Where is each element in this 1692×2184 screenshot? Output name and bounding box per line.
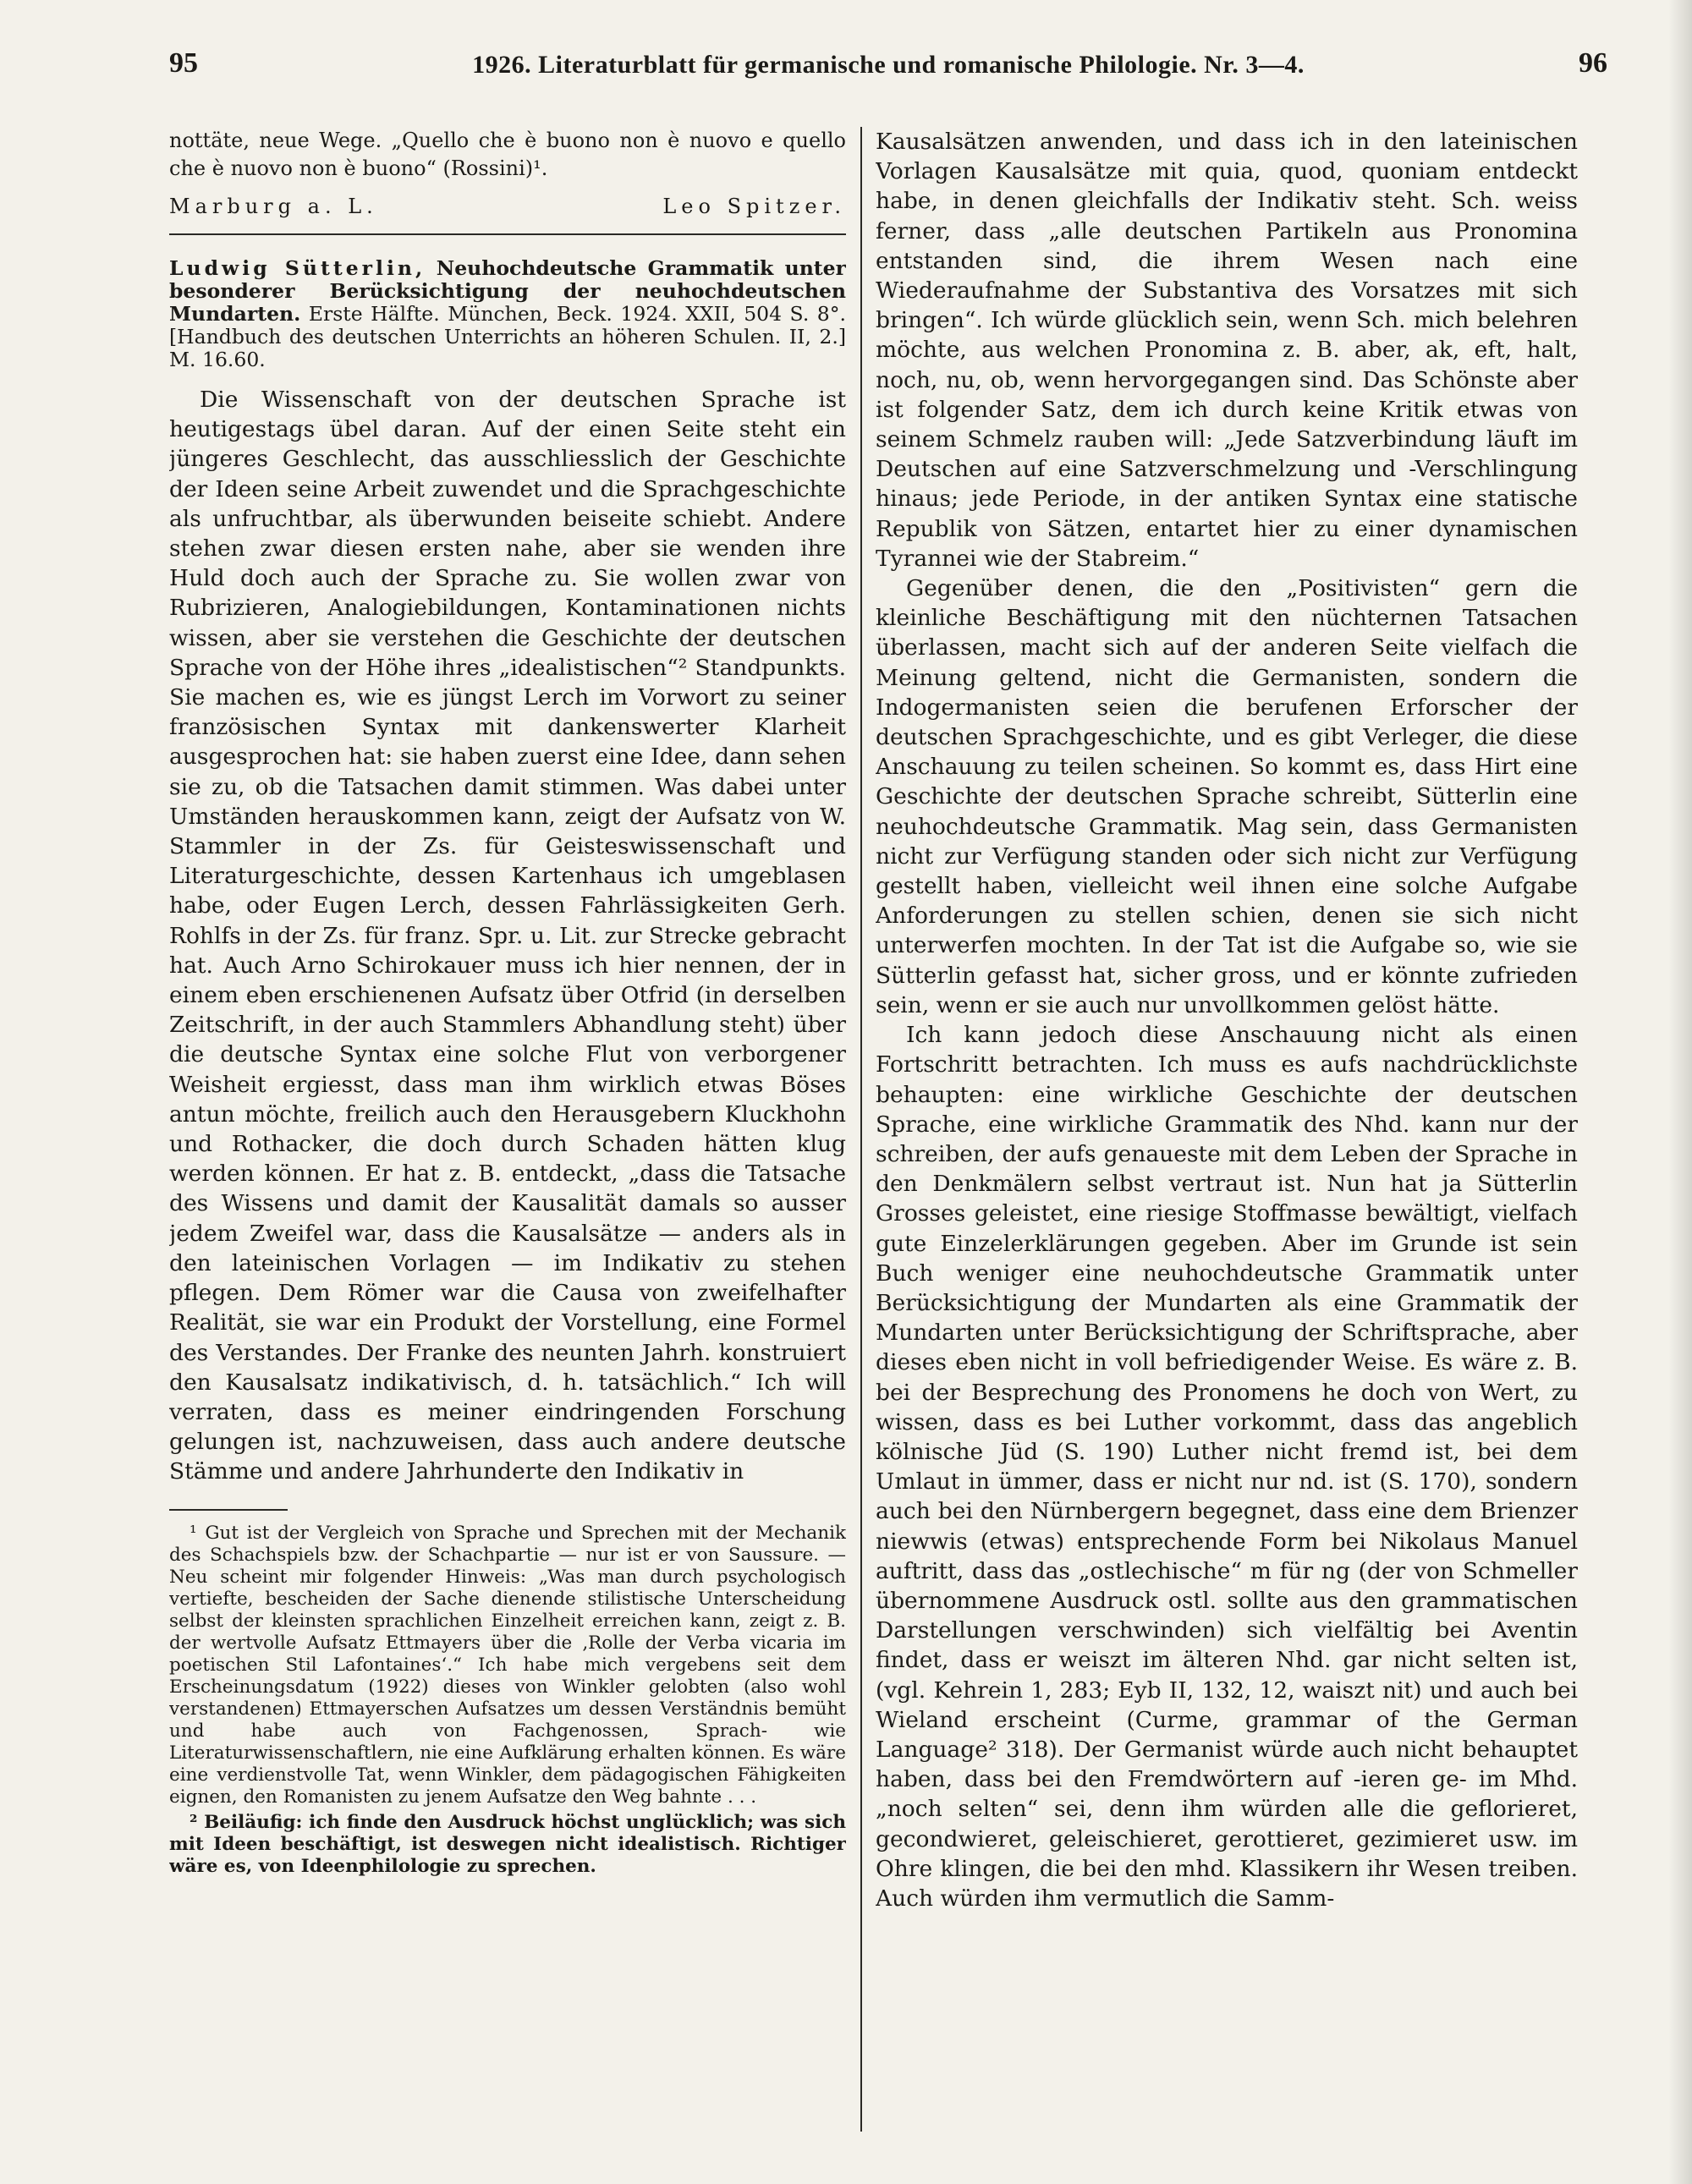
signature-name: Leo Spitzer. [662, 195, 846, 218]
right-body [876, 127, 1578, 1913]
paragraph: Kausalsätzen anwenden, und dass ich in den lateinischen Vorlagen Kausalsätze mit quia, quod, quoniam entdeckt habe, in denen gleichfalls der Indikativ steht. Sch. weiss ferner, dass „alle deutschen Partikeln aus Pronomina entstanden sind, die ihrem Wesen nach eine Wiederaufnahme der Substantiva des Vorsatzes mit sich bringen“. Ich würde glücklich sein, wenn Sch. mich belehren möchte, aus welchen Pronomina z. B. aber, ak, eft, halt, noch, nu, ob, wenn hervorgegangen sind. Das Schönste aber ist folgender Satz, dem ich durch keine Kritik etwas von seinem Schmelz rauben will: „Jede Satzverbindung läuft im Deutschen auf eine Satzverschmelzung und -Verschlingung hinaus; jede Periode, in der antiken Syntax eine statische Republik von Sätzen, entartet hier zu einer dynamischen Tyrannei wie der Stabreim.“ [876, 129, 1578, 572]
footnotes [169, 1523, 846, 1878]
signature-place: Marburg a. L. [169, 195, 378, 218]
footnote-1: ¹ Gut ist der Vergleich von Sprache und Sprechen mit der Mechanik des Schachspiels bzw. der Schachpartie — nur ist er von Saussure. — Neu scheint mir folgender Hinweis: „Was man durch psychologisch vertiefte, bescheiden der Sache dienende stilistische Unterscheidung selbst der kleinsten sprachlichen Einzelheit erreichen kann, zeigt z. B. der wertvolle Aufsatz Ettmayers über die ‚Rolle der Verba vicaria im poetischen Stil Lafontaines‘.“ Ich habe mich vergebens seit dem Erscheinungsdatum (1922) dieses von Winkler gelobten (also wohl verstandenen) Ettmayerschen Aufsatzes um dessen Verständnis bemüht und habe auch von Fachgenossen, Sprach- wie Literaturwissenschaftlern, nie eine Aufklärung erhalten können. Es wäre eine verdienstvolle Tat, wenn Winkler, dem pädagogischen Fähigkeiten eignen, den Romanisten zu jenem Aufsatze den Weg bahnte . . . [169, 1522, 846, 1808]
review-title: Neuhochdeutsche Grammatik unter besonderer Berücksichtigung der neuhochdeutschen Mundarten. [169, 256, 846, 326]
section-rule [169, 233, 846, 235]
page-number-left: 95 [169, 47, 198, 79]
footnote-rule [169, 1509, 288, 1511]
review-details: Erste Hälfte. München, Beck. 1924. XXII, 504 S. 8°. [Handbuch des deutschen Unterrichts an höheren Schulen. II, 2.] M. 16.60. [169, 302, 846, 371]
page-edge-shadow [1668, 0, 1692, 2184]
paragraph: Die Wissenschaft von der deutschen Sprache ist heutigestags übel daran. Auf der einen Seite steht ein jüngeres Geschlecht, das ausschliesslich der Geschichte der Ideen seine Arbeit zuwendet und die Sprachgeschichte als unfruchtbar, als überwunden beiseite schiebt. Andere stehen zwar diesen ersten nahe, aber sie wenden ihre Huld doch auch der Sprache zu. Sie wollen zwar von Rubrizieren, Analogiebildungen, Kontaminationen nichts wissen, aber sie verstehen die Geschichte der deutschen Sprache von der Höhe ihres „idealistischen“² Standpunkts. Sie machen es, wie es jüngst Lerch im Vorwort zu seiner französischen Syntax mit dankenswerter Klarheit ausgesprochen hat: sie haben zuerst eine Idee, dann sehen sie zu, ob die Tatsachen damit stimmen. Was dabei unter Umständen herauskommen kann, zeigt der Aufsatz von W. Stammler in der Zs. für Geisteswissenschaft und Literaturgeschichte, dessen Kartenhaus ich umgeblasen habe, oder Eugen Lerch, dessen Fahrlässigkeiten Gerh. Rohlfs in der Zs. für franz. Spr. u. Lit. zur Strecke gebracht hat. Auch Arno Schirokauer muss ich hier nennen, der in einem eben erschienenen Aufsatz über Otfrid (in derselben Zeitschrift, in der auch Stammlers Abhandlung steht) über die deutsche Syntax eine solche Flut von verborgener Weisheit ergiesst, dass man ihm wirklich etwas Böses antun möchte, freilich auch den Herausgebern Kluckhohn und Rothacker, die doch durch Schaden hätten klug werden können. Er hat z. B. entdeckt, „dass die Tatsache des Wissens und damit der Kausalität damals so ausser jedem Zweifel war, dass die Kausalsätze — anders als in den lateinischen Vorlagen — im Indikativ zu stehen pflegen. Dem Römer war die Causa von zweifelhafter Realität, sie war ein Produkt der Vorstellung, eine Formel des Verstandes. Der Franke des neunten Jahrh. konstruiert den Kausalsatz indikativisch, d. h. tatsächlich.“ Ich will verraten, dass es meiner eindringenden Forschung gelungen ist, nachzuweisen, dass auch andere deutsche Stämme und andere Jahrhunderte den Indikativ in [169, 387, 846, 1485]
signature [169, 195, 846, 218]
running-header [161, 44, 1616, 95]
review-heading [169, 257, 846, 371]
column-divider [860, 127, 862, 2132]
left-body [169, 385, 846, 1487]
left-column [169, 127, 846, 2072]
paragraph: Gegenüber denen, die den „Positivisten“ gern die kleinliche Beschäftigung mit den nüchternen Tatsachen überlassen, macht sich auf der anderen Seite vielfach die Meinung geltend, nicht die Germanisten, sondern die Indogermanisten seien die berufenen Erforscher der deutschen Sprachgeschichte, und es gibt Verleger, die diese Anschauung zu teilen scheinen. So kommt es, dass Hirt eine Geschichte der deutschen Sprache schreibt, Sütterlin eine neuhochdeutsche Grammatik. Mag sein, dass Germanisten nicht zur Verfügung standen oder sich nicht zur Verfügung gestellt haben, vielleicht weil ihnen eine solche Aufgabe Anforderungen zu stellen schien, denen sie sich nicht unterwerfen mochten. In der Tat ist die Aufgabe so, wie sie Sütterlin gefasst hat, sicher gross, und er könnte zufrieden sein, wenn er sie auch nur unvollkommen gelöst hätte. [876, 575, 1578, 1018]
right-column [876, 127, 1578, 2140]
journal-title: 1926. Literaturblatt für germanische und romanische Philologie. Nr. 3—4. [472, 51, 1305, 79]
intro-text: nottäte, neue Wege. „Quello che è buono non è nuovo e quello che è nuovo non è buono“ (Rossini)¹. [169, 129, 846, 180]
footnote-2: ² Beiläufig: ich finde den Ausdruck höchst unglücklich; was sich mit Ideen beschäftigt, ist deswegen nicht idealistisch. Richtiger wäre es, von Ideenphilologie zu sprechen. [169, 1811, 846, 1877]
paragraph: Ich kann jedoch diese Anschauung nicht als einen Fortschritt betrachten. Ich muss es aufs nachdrücklichste behaupten: eine wirkliche Geschichte der deutschen Sprache, eine wirkliche Grammatik des Nhd. kann nur der schreiben, der aufs genaueste mit dem Leben der Sprache in den Denkmälern selbst vertraut ist. Nun hat ja Sütterlin Grosses geleistet, eine riesige Stoffmasse bewältigt, vielfach gute Einzelerklärungen gegeben. Aber im Grunde ist sein Buch weniger eine neuhochdeutsche Grammatik unter Berücksichtigung der Mundarten als eine Grammatik der Mundarten unter Berücksichtigung der Schriftsprache, aber dieses eben nicht in voll befriedigender Weise. Es wäre z. B. bei der Besprechung des Pronomens he doch von Wert, zu wissen, dass es bei Luther vorkommt, dass das angeblich kölnische Jüd (S. 190) Luther nicht fremd ist, bei dem Umlaut in ümmer, dass er nicht nur nd. ist (S. 170), sondern auch bei den Nürnbergern begegnet, dass eine dem Brienzer niewwis (etwas) entsprechende Form bei Nikolaus Manuel auftritt, dass das „ostlechische“ m für ng (der von Schmeller übernommene Ausdruck ostl. sollte aus den grammatischen Darstellungen verschwinden) sich vielfältig bei Aventin findet, dass er weiszt im älteren Nhd. gar nicht selten ist, (vgl. Kehrein 1, 283; Eyb II, 132, 12, waiszt nit) und auch bei Wieland erscheint (Curme, grammar of the German Language² 318). Der Germanist würde auch nicht behauptet haben, dass bei den Fremdwörtern auf -ieren ge- im Mhd. „noch selten“ sei, denn ihm würden alle die geflorieret, gecondwieret, geleischieret, gerottieret, gezimieret usw. im Ohre klingen, die bei den mhd. Klassikern ihr Wesen treiben. Auch würden ihm vermutlich die Samm- [876, 1022, 1578, 1912]
page-number-right: 96 [1579, 47, 1607, 79]
review-author: Ludwig Sütterlin, [169, 256, 426, 280]
